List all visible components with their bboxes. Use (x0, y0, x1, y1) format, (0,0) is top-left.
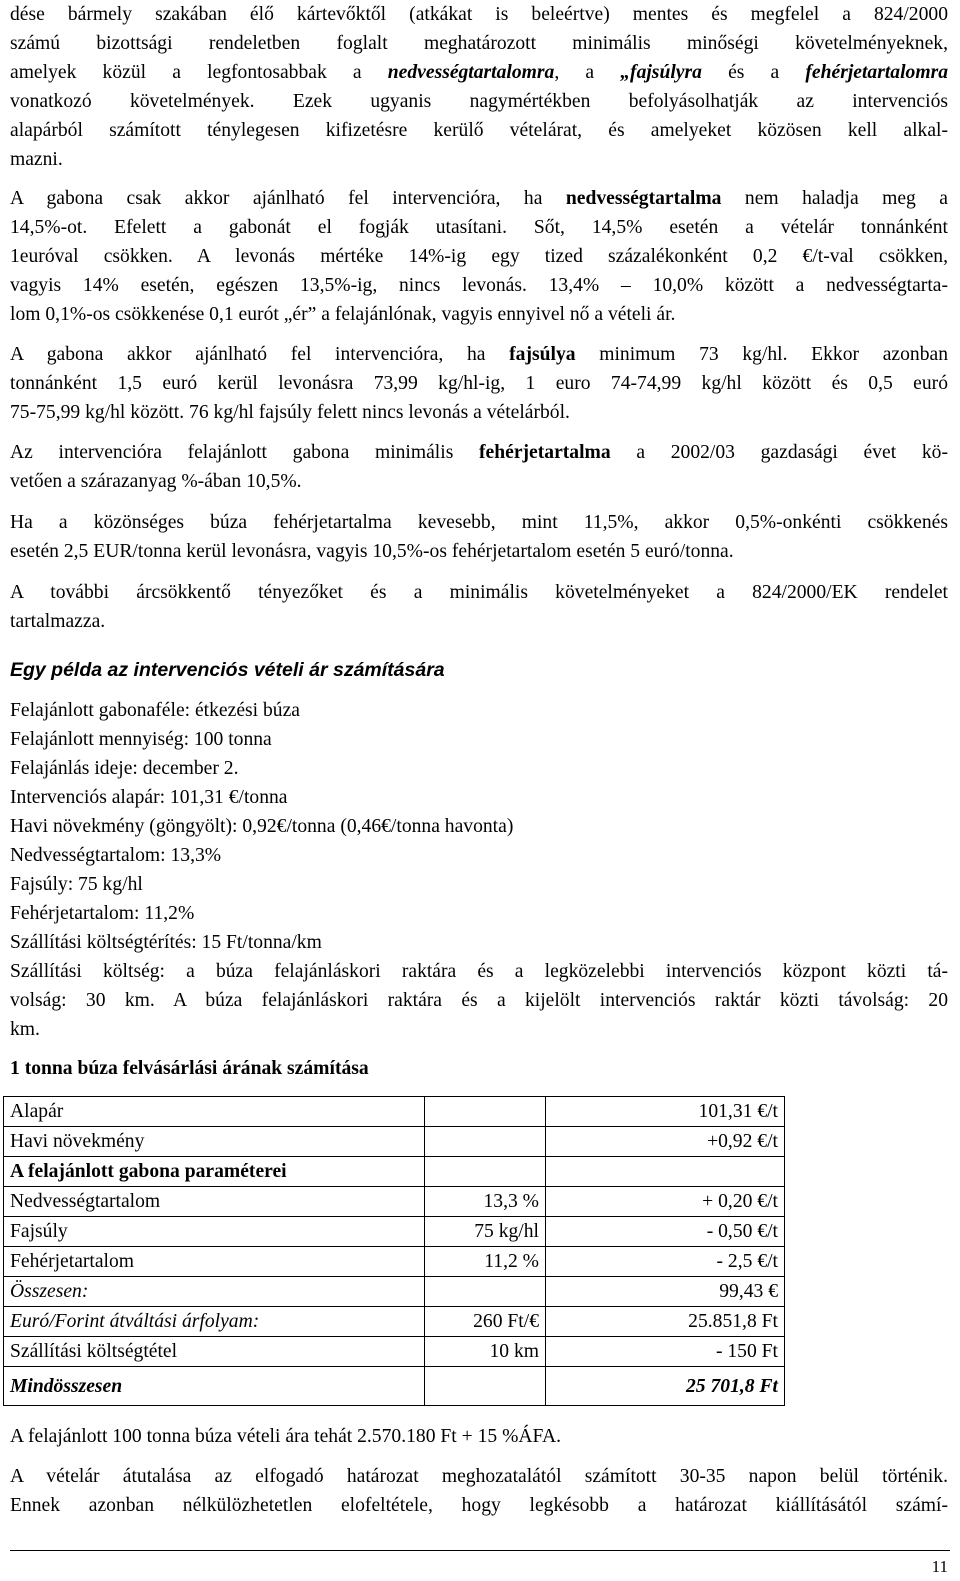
row-parameter (425, 1367, 546, 1406)
page-number: 11 (931, 1557, 948, 1576)
row-parameter (425, 1157, 546, 1187)
row-parameter: 11,2 % (425, 1247, 546, 1277)
row-label: Havi növekmény (4, 1127, 425, 1157)
table-row (4, 1157, 785, 1187)
row-value: + 0,20 €/t (546, 1187, 785, 1217)
list-item: Nedvességtartalom: 13,3% (10, 845, 222, 866)
row-value: 25 701,8 Ft (546, 1367, 785, 1406)
example-heading: Egy példa az intervenciós vételi ár számítására (10, 659, 445, 681)
text-line: dése bármely szakában élő kártevőktől (atkákat is beleértve) mentes és megfelel a 824/2000 (10, 4, 948, 25)
footer-divider (10, 1550, 950, 1551)
text-line: A vételár átutalása az elfogadó határozat meghozatalától számított 30-35 napon belül történik. (10, 1466, 948, 1487)
paragraph-regulation (10, 578, 948, 636)
table-row (4, 1337, 785, 1367)
text-line: vagyis 14% esetén, egészen 13,5%-ig, nincs levonás. 13,4% – 10,0% között a nedvességtarta- (10, 275, 948, 296)
list-item: Intervenciós alapár: 101,31 €/tonna (10, 787, 288, 808)
row-value: - 0,50 €/t (546, 1217, 785, 1247)
paragraph-protein-deduction (10, 508, 948, 566)
text-line: A felajánlott 100 tonna búza vételi ára tehát 2.570.180 Ft + 15 %ÁFA. (10, 1426, 562, 1447)
text-line: A gabona akkor ajánlható fel intervencióra, ha fajsúlya minimum 73 kg/hl. Ekkor azonban (10, 344, 948, 365)
text-line: km. (10, 1019, 40, 1040)
row-label: Fajsúly (4, 1217, 425, 1247)
text-line: vetően a szárazanyag %-ában 10,5%. (10, 471, 302, 492)
list-item: Fajsúly: 75 kg/hl (10, 874, 143, 895)
row-label: Nedvességtartalom (4, 1187, 425, 1217)
list-item: Fehérjetartalom: 11,2% (10, 903, 195, 924)
text-line: 14,5%-ot. Efelett a gabonát el fogják utasítani. Sőt, 14,5% esetén a vételár tonnánként (10, 217, 948, 238)
row-value (546, 1157, 785, 1187)
row-parameter (425, 1277, 546, 1307)
row-parameter (425, 1127, 546, 1157)
row-parameter: 13,3 % (425, 1187, 546, 1217)
row-parameter (425, 1097, 546, 1127)
row-parameter: 75 kg/hl (425, 1217, 546, 1247)
table-row (4, 1307, 785, 1337)
row-value: 25.851,8 Ft (546, 1307, 785, 1337)
table-row (4, 1097, 785, 1127)
list-item: Szállítási költségtérítés: 15 Ft/tonna/km (10, 932, 322, 953)
paragraph-specific-weight (10, 340, 948, 427)
text-line: Ha a közönséges búza fehérjetartalma kevesebb, mint 11,5%, akkor 0,5%-onkénti csökkenés (10, 512, 948, 533)
table-row (4, 1277, 785, 1307)
calculation-table (3, 1096, 785, 1406)
paragraph-protein (10, 438, 948, 496)
table-row (4, 1127, 785, 1157)
text-line: tartalmazza. (10, 611, 106, 632)
row-label: Összesen: (4, 1277, 425, 1307)
text-line: Szállítási költség: a búza felajánláskori raktára és a legközelebbi intervenciós központ közti tá- (10, 961, 948, 982)
row-label: A felajánlott gabona paraméterei (4, 1157, 425, 1187)
row-value: - 2,5 €/t (546, 1247, 785, 1277)
row-label: Fehérjetartalom (4, 1247, 425, 1277)
text-line: 1euróval csökken. A levonás mértéke 14%-ig egy tized százalékonként 0,2 €/t-val csökken, (10, 246, 948, 267)
list-item: Havi növekmény (göngyölt): 0,92€/tonna (0,46€/tonna havonta) (10, 816, 514, 837)
table-row (4, 1187, 785, 1217)
table-row (4, 1247, 785, 1277)
paragraph-transport (10, 957, 948, 1044)
row-parameter: 10 km (425, 1337, 546, 1367)
text-line: A további árcsökkentő tényezőket és a minimális követelményeket a 824/2000/EK rendelet (10, 582, 948, 603)
row-value: 99,43 € (546, 1277, 785, 1307)
text-line: amelyek közül a legfontosabbak a nedvességtartalomra, a „fajsúlyra és a fehérjetartalomra (10, 62, 948, 83)
row-value: - 150 Ft (546, 1337, 785, 1367)
text-line: Ennek azonban nélkülözhetetlen elofeltétele, hogy legkésobb a határozat kiállításától számí- (10, 1495, 948, 1516)
row-parameter: 260 Ft/€ (425, 1307, 546, 1337)
text-line: 75-75,99 kg/hl között. 76 kg/hl fajsúly felett nincs levonás a vételárból. (10, 402, 570, 423)
paragraph-moisture (10, 184, 948, 329)
calculation-title: 1 tonna búza felvásárlási árának számítása (10, 1058, 369, 1079)
list-item: Felajánlás ideje: december 2. (10, 758, 239, 779)
text-line: vonatkozó követelmények. Ezek ugyanis nagymértékben befolyásolhatják az intervenciós (10, 91, 948, 112)
row-label: Alapár (4, 1097, 425, 1127)
text-line: alapárból számított ténylegesen kifizetésre kerülő vételárat, és amelyeket közösen kell alkal- (10, 120, 948, 141)
text-line: számú bizottsági rendeletben foglalt meghatározott minimális minőségi követelményeknek, (10, 33, 948, 54)
list-item: Felajánlott mennyiség: 100 tonna (10, 729, 272, 750)
text-line: mazni. (10, 149, 63, 170)
list-item: Felajánlott gabonaféle: étkezési búza (10, 700, 300, 721)
row-label: Szállítási költségtétel (4, 1337, 425, 1367)
row-label: Euró/Forint átváltási árfolyam: (4, 1307, 425, 1337)
text-line: lom 0,1%-os csökkenése 0,1 eurót „ér” a felajánlónak, vagyis ennyivel nő a vételi ár. (10, 304, 676, 325)
paragraph-requirements (10, 0, 948, 174)
text-line: tonnánként 1,5 euró kerül levonásra 73,99 kg/hl-ig, 1 euro 74-74,99 kg/hl között és 0,5 euró (10, 373, 948, 394)
table-row (4, 1217, 785, 1247)
row-label: Mindösszesen (4, 1367, 425, 1406)
row-value: 101,31 €/t (546, 1097, 785, 1127)
text-line: A gabona csak akkor ajánlható fel intervencióra, ha nedvességtartalma nem haladja meg a (10, 188, 948, 209)
paragraph-total-price (10, 1422, 948, 1451)
text-line: esetén 2,5 EUR/tonna kerül levonásra, vagyis 10,5%-os fehérjetartalom esetén 5 euró/tonna. (10, 541, 734, 562)
example-parameter-list (10, 696, 948, 957)
paragraph-payment (10, 1462, 948, 1520)
text-line: Az intervencióra felajánlott gabona minimális fehérjetartalma a 2002/03 gazdasági évet kö- (10, 442, 948, 463)
text-line: volság: 30 km. A búza felajánláskori raktára és a kijelölt intervenciós raktár közti távolság: 20 (10, 990, 948, 1011)
row-value: +0,92 €/t (546, 1127, 785, 1157)
table-row-total (4, 1367, 785, 1406)
